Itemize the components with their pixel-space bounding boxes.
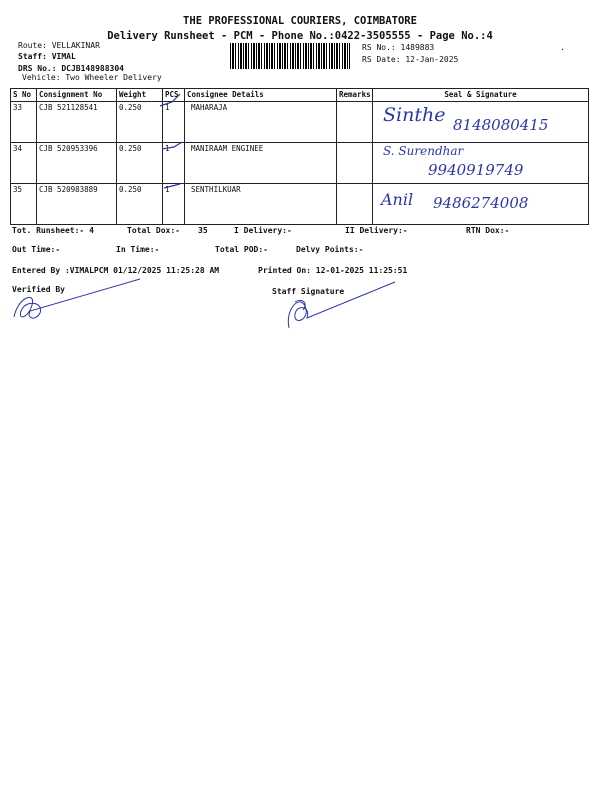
- col-header-consignment: Consignment No: [37, 89, 117, 102]
- company-title: THE PROFESSIONAL COURIERS, COIMBATORE: [183, 15, 417, 27]
- table-row: [11, 143, 589, 184]
- cell-consignee: MAHARAJA: [185, 102, 337, 143]
- rs-number: RS No.: 1489883: [362, 43, 435, 52]
- total-pod-label: Total POD:-: [215, 245, 268, 254]
- cell-sno: 34: [11, 143, 37, 184]
- cell-weight: 0.250: [117, 102, 163, 143]
- staff-signature-label: Staff Signature: [272, 287, 345, 296]
- cell-signature: [373, 102, 589, 143]
- handwritten-signature-phone: 9940919749: [428, 161, 524, 179]
- col-header-consignee: Consignee Details: [185, 89, 337, 102]
- cell-consignment: CJB 520983889: [37, 184, 117, 225]
- delvy-points-label: Delvy Points:-: [296, 245, 364, 254]
- barcode-image: [230, 43, 350, 69]
- col-header-seal: Seal & Signature: [373, 89, 589, 102]
- cell-signature: [373, 184, 589, 225]
- entered-by: Entered By :VIMALPCM 01/12/2025 11:25:28 AM: [12, 266, 220, 275]
- cell-consignment: CJB 521128541: [37, 102, 117, 143]
- cell-sno: 33: [11, 102, 37, 143]
- in-time-label: In Time:-: [116, 245, 160, 254]
- cell-pcs: 1: [163, 184, 185, 225]
- pen-tick-marks: [150, 92, 190, 202]
- printed-on: Printed On: 12-01-2025 11:25:51: [258, 266, 408, 275]
- vehicle-label: Vehicle: Two Wheeler Delivery: [22, 73, 162, 82]
- rs-date: RS Date: 12-Jan-2025: [362, 55, 459, 64]
- runsheet-title: Delivery Runsheet - PCM - Phone No.:0422-3505555 - Page No.:4: [107, 30, 493, 42]
- mark-dot: ·: [560, 45, 565, 54]
- cell-sno: 35: [11, 184, 37, 225]
- cell-weight: 0.250: [117, 143, 163, 184]
- staff-label: Staff: VIMAL: [18, 52, 76, 61]
- staff-signature-scribble: [275, 280, 405, 335]
- rtn-dox-label: RTN Dox:-: [466, 226, 510, 235]
- cell-remarks: [337, 143, 373, 184]
- out-time-label: Out Time:-: [12, 245, 61, 254]
- route-label: Route: VELLAKINAR: [18, 41, 100, 50]
- verified-signature-scribble: [10, 275, 150, 335]
- cell-signature: [373, 143, 589, 184]
- handwritten-signature-phone: 8148080415: [453, 116, 549, 134]
- col-header-pcs: PCS: [163, 89, 185, 102]
- cell-consignee: SENTHILKUAR: [185, 184, 337, 225]
- handwritten-signature-name: S. Surendhar: [383, 144, 464, 158]
- table-row: [11, 184, 589, 225]
- col-header-weight: Weight: [117, 89, 163, 102]
- ii-delivery-label: II Delivery:-: [345, 226, 408, 235]
- col-header-sno: S No: [11, 89, 37, 102]
- cell-remarks: [337, 184, 373, 225]
- handwritten-signature-phone: 9486274008: [433, 194, 529, 212]
- total-dox-value: 35: [198, 226, 208, 235]
- table-header-row: [11, 89, 589, 102]
- total-dox-label: Total Dox:-: [127, 226, 180, 235]
- cell-weight: 0.250: [117, 184, 163, 225]
- cell-pcs: 1: [163, 102, 185, 143]
- table-row: [11, 102, 589, 143]
- verified-by-label: Verified By: [12, 285, 65, 294]
- col-header-remarks: Remarks: [337, 89, 373, 102]
- handwritten-signature-name: Anil: [381, 190, 414, 209]
- drs-number: DRS No.: DCJB148988304: [18, 64, 124, 73]
- handwritten-signature-name: Sinthe: [383, 104, 446, 126]
- cell-consignment: CJB 520953396: [37, 143, 117, 184]
- i-delivery-label: I Delivery:-: [234, 226, 292, 235]
- cell-remarks: [337, 102, 373, 143]
- runsheet-table: [10, 88, 589, 225]
- cell-consignee: MANIRAAM ENGINEE: [185, 143, 337, 184]
- cell-pcs: 1: [163, 143, 185, 184]
- tot-runsheet: Tot. Runsheet:- 4: [12, 226, 94, 235]
